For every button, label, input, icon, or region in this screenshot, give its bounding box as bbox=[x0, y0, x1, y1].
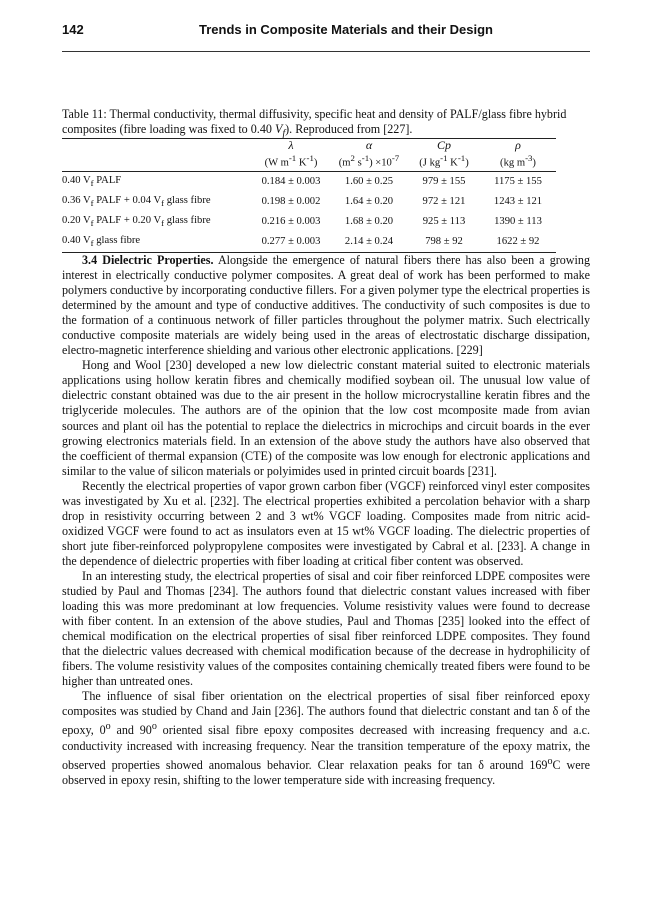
cell-alpha: 1.60 ± 0.25 bbox=[344, 176, 394, 188]
column-symbol: α bbox=[365, 138, 373, 152]
caption-vf-sub: f bbox=[282, 128, 286, 140]
table-unit-row bbox=[62, 151, 556, 171]
column-unit bbox=[62, 151, 252, 171]
column-unit: ($m^2$ $s^{-1}) \times 10^{-7}$ bbox=[330, 151, 408, 171]
header-rule bbox=[62, 51, 590, 52]
row-label: 0.20 $V_f$ PALF + 0.20 $V_f$ glass fibre bbox=[62, 214, 211, 228]
section-heading: 3.4 Dielectric Properties. bbox=[82, 253, 214, 267]
column-symbol bbox=[62, 139, 252, 151]
caption-text: Table 11: Thermal conductivity, thermal diffusivity, specific heat and density of PALF/glass fibre hybrid composites (fibre loading was fixed to 0.40 bbox=[62, 107, 567, 136]
cell-lambda: 0.277 ± 0.003 bbox=[252, 232, 330, 253]
body-text bbox=[62, 253, 590, 788]
page-header bbox=[62, 22, 590, 44]
cell-alpha: 1.64 ± 0.20 bbox=[344, 196, 394, 208]
column-symbol: ρ bbox=[515, 138, 521, 152]
paragraph: Hong and Wool [230] developed a new low dielectric constant material suited to electronic materials applications using hollow keratin fibres and chemically modified soybean oil. The unusual low value of dielectric constant obtained was due to the air present in the hollow microcrystalline keratin fibres and the triglyceride molecules. The authors are of the opinion that the low cost mcomposite made from avian sources and plant oil has the potential to replace the dielectrics in microchips and circuit boards in the ever growing electronics materials field. In an extension of the above study the authors have also observed that the coefficient of thermal expansion (CTE) of the composite was low enough for electronic applications and similar to the value of silicon materials or polyimides used in printed circuit boards [231]. bbox=[62, 358, 590, 478]
data-table bbox=[62, 139, 556, 253]
table-symbol-row bbox=[62, 139, 556, 151]
column-unit: (J $kg^{-1}$ $K^{-1}$) bbox=[408, 151, 480, 171]
column-symbol: λ bbox=[288, 138, 294, 152]
cell-lambda: 0.184 ± 0.003 bbox=[261, 176, 321, 188]
cell-rho: 1390 ± 113 bbox=[494, 216, 542, 228]
cell-rho: 1243 ± 121 bbox=[493, 196, 543, 208]
cell-rho: 1175 ± 155 bbox=[494, 176, 542, 188]
cell-rho: 1622 ± 92 bbox=[480, 232, 556, 253]
paragraph: Recently the electrical properties of vapor grown carbon fiber (VGCF) reinforced vinyl ester composites was investigated by Xu et al. [232]. The electrical properties exhibited a percolation behavior with a sharp drop in resistivity occurring between 2 and 3 wt% VGCF loading. Composites made from nitric acid-oxidized VGCF were found to act as insulators even at 15 wt% VGCF loading. The dielectric properties of short jute fiber-reinforced polypropylene composites were investigated by Cabral et al. [233]. A change in the dependence of dielectric properties with fiber loading at critical fiber content was observed. bbox=[62, 478, 590, 568]
cell-lambda: 0.216 ± 0.003 bbox=[261, 216, 321, 228]
row-label: 0.40 $V_f$ glass fibre bbox=[62, 232, 252, 253]
paragraph bbox=[62, 253, 590, 358]
table-caption bbox=[62, 107, 590, 141]
running-title: Trends in Composite Materials and their Design bbox=[198, 22, 493, 37]
cell-cp: 979 ± 155 bbox=[422, 176, 466, 188]
table-row bbox=[62, 192, 556, 212]
cell-cp: 925 ± 113 bbox=[422, 216, 466, 228]
table-row bbox=[62, 212, 556, 232]
paragraph: The influence of sisal fiber orientation on the electrical properties of sisal fiber reinforced epoxy composites was studied by Chand and Jain [236]. The authors found that dielectric constant and tan δ of the epoxy, 0$^o$ and 90$^o$ oriented sisal fibre epoxy composites decreased with increasing frequency and a.c. conductivity increased with increasing frequency. Near the transition temperature of the epoxy matrix, the observed properties showed anomalous behavior. Clear relaxation peaks for tan δ around 169$^o$C were observed in epoxy resin, shifting to the lower temperature side with increasing frequency. bbox=[62, 689, 591, 787]
table-row bbox=[62, 171, 556, 192]
paragraph: In an interesting study, the electrical properties of sisal and coir fiber reinforced LDPE composites were studied by Paul and Thomas [234]. The authors found that dielectric constant values increased with fiber loading this was more predominant at low frequencies. Volume resistivity values were found to decrease with fiber content. In an extension of the above studies, Paul and Thomas [235] looked into the effect of chemical modification on the electrical properties of sisal fiber reinforced LDPE composites. They found that the dielectric values decreased with chemical modification because of the decrease in hydrophilicity of fibers. The volume resistivity values of the composites containing chemically treated fibers were found to be higher than untreated ones. bbox=[62, 568, 590, 689]
table-row bbox=[62, 232, 556, 253]
caption-text-end: ). Reproduced from [227]. bbox=[285, 122, 413, 136]
column-symbol: Cp bbox=[436, 138, 451, 152]
cell-cp: 798 ± 92 bbox=[408, 232, 480, 253]
page-number: 142 bbox=[62, 22, 84, 37]
caption-vf: V bbox=[274, 122, 283, 136]
cell-cp: 972 ± 121 bbox=[422, 196, 466, 208]
column-unit: (W $m^{-1}$ $K^{-1}$) bbox=[252, 151, 330, 171]
cell-lambda: 0.198 ± 0.002 bbox=[261, 196, 321, 208]
column-unit: (kg $m^{-3}$) bbox=[480, 151, 556, 171]
row-label: 0.36 $V_f$ PALF + 0.04 $V_f$ glass fibre bbox=[62, 194, 211, 208]
paragraph-text: Alongside the emergence of natural fibers there has also been a growing interest in electrically conductive polymer composites. A great deal of work has been performed to make polymers conductive by incorporating conductive fillers. For a given polymer type the electrical properties is determined by the amount and type of conductive additives. The conductivity of such composites is due to the formation of a continuous network of filler particles throughout the polymer matrix. Such electrically conductive composite materials are widely being used in the areas of electrostatic discharge dissipation, electro-magnetic interference shielding and various other electronic applications. [229] bbox=[62, 253, 590, 358]
cell-alpha: 1.68 ± 0.20 bbox=[344, 216, 394, 228]
row-label: 0.40 $V_f$ PALF bbox=[62, 174, 122, 188]
cell-alpha: 2.14 ± 0.24 bbox=[330, 232, 408, 253]
